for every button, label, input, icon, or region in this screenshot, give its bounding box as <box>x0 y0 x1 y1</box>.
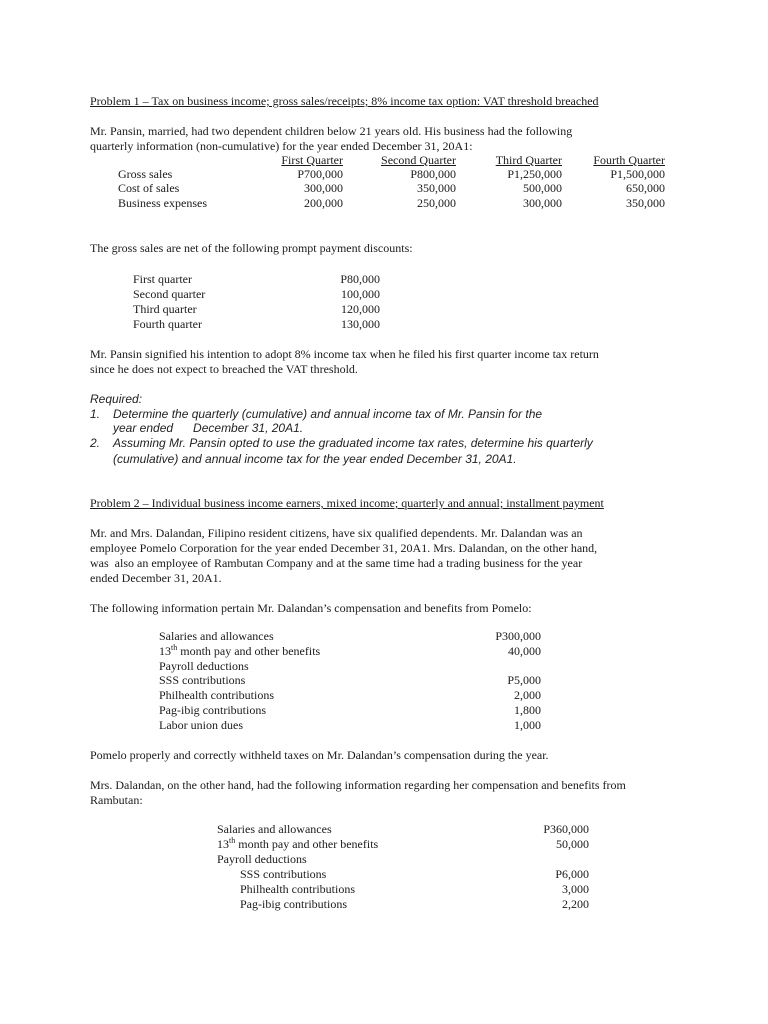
problem2-heading: Problem 2 – Individual business income earners, mixed income; quarterly and annual; installment payment <box>90 496 604 510</box>
mrs-deduction-label-1: SSS contributions <box>240 867 327 881</box>
business-expenses-q2: 250,000 <box>417 196 456 210</box>
row-label-cost-of-sales: Cost of sales <box>118 181 180 195</box>
gross-sales-q3: P1,250,000 <box>507 167 562 181</box>
business-expenses-q4: 350,000 <box>626 196 665 210</box>
mr-thirteenth-rest: month pay and other benefits <box>180 644 321 658</box>
mr-deduction-label-2: Philhealth contributions <box>159 688 274 702</box>
discount-value-1: P80,000 <box>340 272 380 286</box>
row-label-business-expenses: Business expenses <box>118 196 207 210</box>
business-expenses-q1: 200,000 <box>304 196 343 210</box>
req1-line2: year ended December 31, 20A1. <box>113 421 304 435</box>
business-expenses-q3: 300,000 <box>523 196 562 210</box>
mr-deduction-label-4: Labor union dues <box>159 718 243 732</box>
discount-value-2: 100,000 <box>341 287 380 301</box>
signified-line2: since he does not expect to breached the VAT threshold. <box>90 362 358 376</box>
problem2-intro-line3: was also an employee of Rambutan Company and at the same time had a trading business for the year <box>90 556 583 570</box>
mrs-intro-line1: Mrs. Dalandan, on the other hand, had the following information regarding her compensation and benefits from <box>90 778 626 792</box>
quarter-header-4: Fourth Quarter <box>593 153 665 167</box>
mr-deduction-value-1: P5,000 <box>507 673 541 687</box>
mrs-thirteenth-label <box>217 837 378 852</box>
mr-salaries-label: Salaries and allowances <box>159 629 274 643</box>
discount-label-2: Second quarter <box>133 287 206 301</box>
mrs-salaries-label: Salaries and allowances <box>217 822 332 836</box>
mr-intro: The following information pertain Mr. Dalandan’s compensation and benefits from Pomelo: <box>90 601 532 615</box>
problem1-intro-line1: Mr. Pansin, married, had two dependent children below 21 years old. His business had the following <box>90 124 573 138</box>
mrs-deduction-value-1: P6,000 <box>555 867 589 881</box>
discount-value-3: 120,000 <box>341 302 380 316</box>
discount-value-4: 130,000 <box>341 317 380 331</box>
withheld-note: Pomelo properly and correctly withheld taxes on Mr. Dalandan’s compensation during the year. <box>90 748 549 762</box>
required-label: Required: <box>90 392 143 406</box>
mr-deduction-value-3: 1,800 <box>514 703 541 717</box>
mrs-payroll-label: Payroll deductions <box>217 852 307 866</box>
req1-number: 1. <box>90 407 101 421</box>
mrs-thirteenth-sup: th <box>229 836 236 845</box>
signified-line1: Mr. Pansin signified his intention to adopt 8% income tax when he filed his first quarter income tax return <box>90 347 599 361</box>
mrs-deduction-label-3: Pag-ibig contributions <box>240 897 347 911</box>
mrs-deduction-label-2: Philhealth contributions <box>240 882 355 896</box>
discounts-intro: The gross sales are net of the following prompt payment discounts: <box>90 241 413 255</box>
mr-deduction-value-4: 1,000 <box>514 718 541 732</box>
mr-thirteenth-num: 13 <box>159 644 171 658</box>
mrs-thirteenth-num: 13 <box>217 837 229 851</box>
mrs-thirteenth-value: 50,000 <box>556 837 589 851</box>
cost-of-sales-q3: 500,000 <box>523 181 562 195</box>
problem2-intro-line2: employee Pomelo Corporation for the year ended December 31, 20A1. Mrs. Dalandan, on the other hand, <box>90 541 598 555</box>
quarter-header-3: Third Quarter <box>495 153 562 167</box>
cost-of-sales-q4: 650,000 <box>626 181 665 195</box>
problem1-heading: Problem 1 – Tax on business income; gross sales/receipts; 8% income tax option: VAT threshold breached <box>90 94 599 108</box>
mr-deduction-value-2: 2,000 <box>514 688 541 702</box>
quarter-header-1: First Quarter <box>281 153 343 167</box>
problem2-intro-line1: Mr. and Mrs. Dalandan, Filipino resident citizens, have six qualified dependents. Mr. Dalandan was an <box>90 526 583 540</box>
mr-deduction-label-3: Pag-ibig contributions <box>159 703 266 717</box>
mr-thirteenth-sup: th <box>171 643 178 652</box>
cost-of-sales-q1: 300,000 <box>304 181 343 195</box>
mrs-deduction-value-3: 2,200 <box>562 897 589 911</box>
req2-line1: Assuming Mr. Pansin opted to use the graduated income tax rates, determine his quarterly <box>113 436 593 450</box>
cost-of-sales-q2: 350,000 <box>417 181 456 195</box>
discount-label-3: Third quarter <box>133 302 197 316</box>
gross-sales-q4: P1,500,000 <box>610 167 665 181</box>
mr-deduction-label-1: SSS contributions <box>159 673 246 687</box>
req2-number: 2. <box>90 436 101 450</box>
mrs-deduction-value-2: 3,000 <box>562 882 589 896</box>
mr-salaries-value: P300,000 <box>495 629 541 643</box>
quarter-header-2: Second Quarter <box>381 153 456 167</box>
mrs-thirteenth-rest: month pay and other benefits <box>238 837 379 851</box>
req2-line2: (cumulative) and annual income tax for the year ended December 31, 20A1. <box>113 452 517 466</box>
mrs-intro-line2: Rambutan: <box>90 793 143 807</box>
gross-sales-q2: P800,000 <box>410 167 456 181</box>
problem2-intro-line4: ended December 31, 20A1. <box>90 571 222 585</box>
gross-sales-q1: P700,000 <box>297 167 343 181</box>
discount-label-4: Fourth quarter <box>133 317 202 331</box>
mr-payroll-label: Payroll deductions <box>159 659 249 673</box>
mr-thirteenth-value: 40,000 <box>508 644 541 658</box>
mr-thirteenth-label <box>159 644 320 659</box>
problem1-intro-line2: quarterly information (non-cumulative) for the year ended December 31, 20A1: <box>90 139 473 153</box>
discount-label-1: First quarter <box>133 272 192 286</box>
row-label-gross-sales: Gross sales <box>118 167 173 181</box>
mrs-salaries-value: P360,000 <box>543 822 589 836</box>
req1-line1: Determine the quarterly (cumulative) and annual income tax of Mr. Pansin for the <box>113 407 543 421</box>
